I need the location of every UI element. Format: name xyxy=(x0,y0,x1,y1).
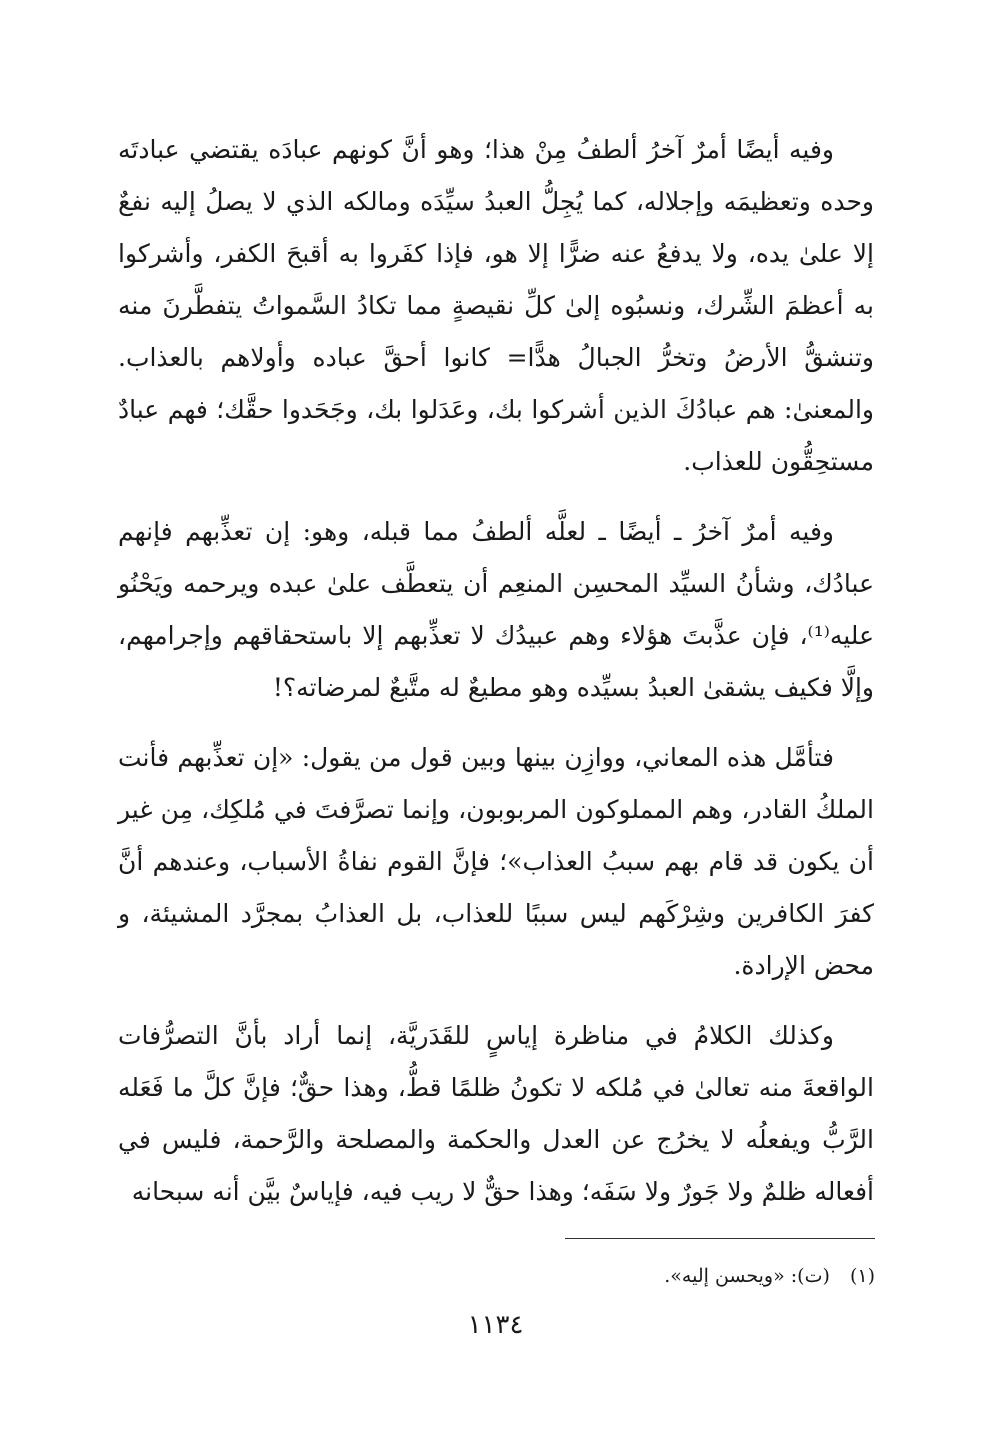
paragraph-2: وفيه أمرٌ آخرُ ـ أيضًا ـ لعلَّه ألطفُ مما قبله، وهو: إن تعذِّبهم فإنهم عبادُك، وشأنُ السيِّد المحسِن المنعِم أن يتعطَّف علىٰ عبده ويرحمه ويَحْنُو عليه⁽¹⁾، فإن عذَّبتَ هؤلاء وهم عبيدُك لا تعذِّبهم إلا باستحقاقهم وإجرامهم، وإلَّا فكيف يشقىٰ العبدُ بسيِّده وهو مطيعٌ له متَّبعٌ لمرضاته؟! xyxy=(118,517,874,702)
page-number: ١١٣٤ xyxy=(467,1310,524,1340)
paragraph-3: فتأمَّل هذه المعاني، ووازِن بينها وبين قول من يقول: «إن تعذِّبهم فأنت الملكُ القادر، وهم المملوكون المربوبون، وإنما تصرَّفتَ في مُلكِك، مِن غير أن يكون قد قام بهم سببُ العذاب»؛ فإنَّ القوم نفاةُ الأسباب، وعندهم أنَّ كفرَ الكافرين وشِرْكَهم ليس سببًا للعذاب، بل العذابُ بمجرَّد المشيئة، و محض الإرادة. xyxy=(118,743,874,980)
footnote-divider xyxy=(565,1238,875,1239)
footnote-text: (ت): «ويحسن إليه». xyxy=(664,1265,830,1287)
paragraph-1: وفيه أيضًا أمرٌ آخرُ ألطفُ مِنْ هذا؛ وهو أنَّ كونهم عبادَه يقتضي عبادتَه وحده وتعظيمَه وإجلاله، كما يُجِلُّ العبدُ سيِّدَه ومالكه الذي لا يصلُ إليه نفعٌ إلا علىٰ يده، ولا يدفعُ عنه ضرًّا إلا هو، فإذا كفَروا به أقبحَ الكفر، وأشركوا به أعظمَ الشِّرك، ونسبُوه إلىٰ كلِّ نقيصةٍ مما تكادُ السَّمواتُ يتفطَّرنَ منه وتنشقُّ الأرضُ وتخرُّ الجبالُ هدًّا= كانوا أحقَّ عباده وأولاهم بالعذاب. والمعنىٰ: هم عبادُكَ الذين أشركوا بك، وعَدَلوا بك، وجَحَدوا حقَّك؛ فهم عبادٌ مستحِقُّون للعذاب. xyxy=(118,135,874,476)
paragraph-4: وكذلك الكلامُ في مناظرة إياسٍ للقَدَريَّة، إنما أراد بأنَّ التصرُّفات الواقعةَ منه تعالىٰ في مُلكه لا تكونُ ظلمًا قطُّ، وهذا حقٌّ؛ فإنَّ كلَّ ما فَعَله الرَّبُّ ويفعلُه لا يخرُج عن العدل والحكمة والمصلحة والرَّحمة، فليس في أفعاله ظلمٌ ولا جَورٌ ولا سَفَه؛ وهذا حقٌّ لا ريب فيه، فإياسٌ بيَّن أنه سبحانه xyxy=(118,1021,874,1206)
main-text xyxy=(118,124,874,1236)
footnote-number: (١) xyxy=(849,1265,875,1287)
footnote xyxy=(400,1262,875,1290)
